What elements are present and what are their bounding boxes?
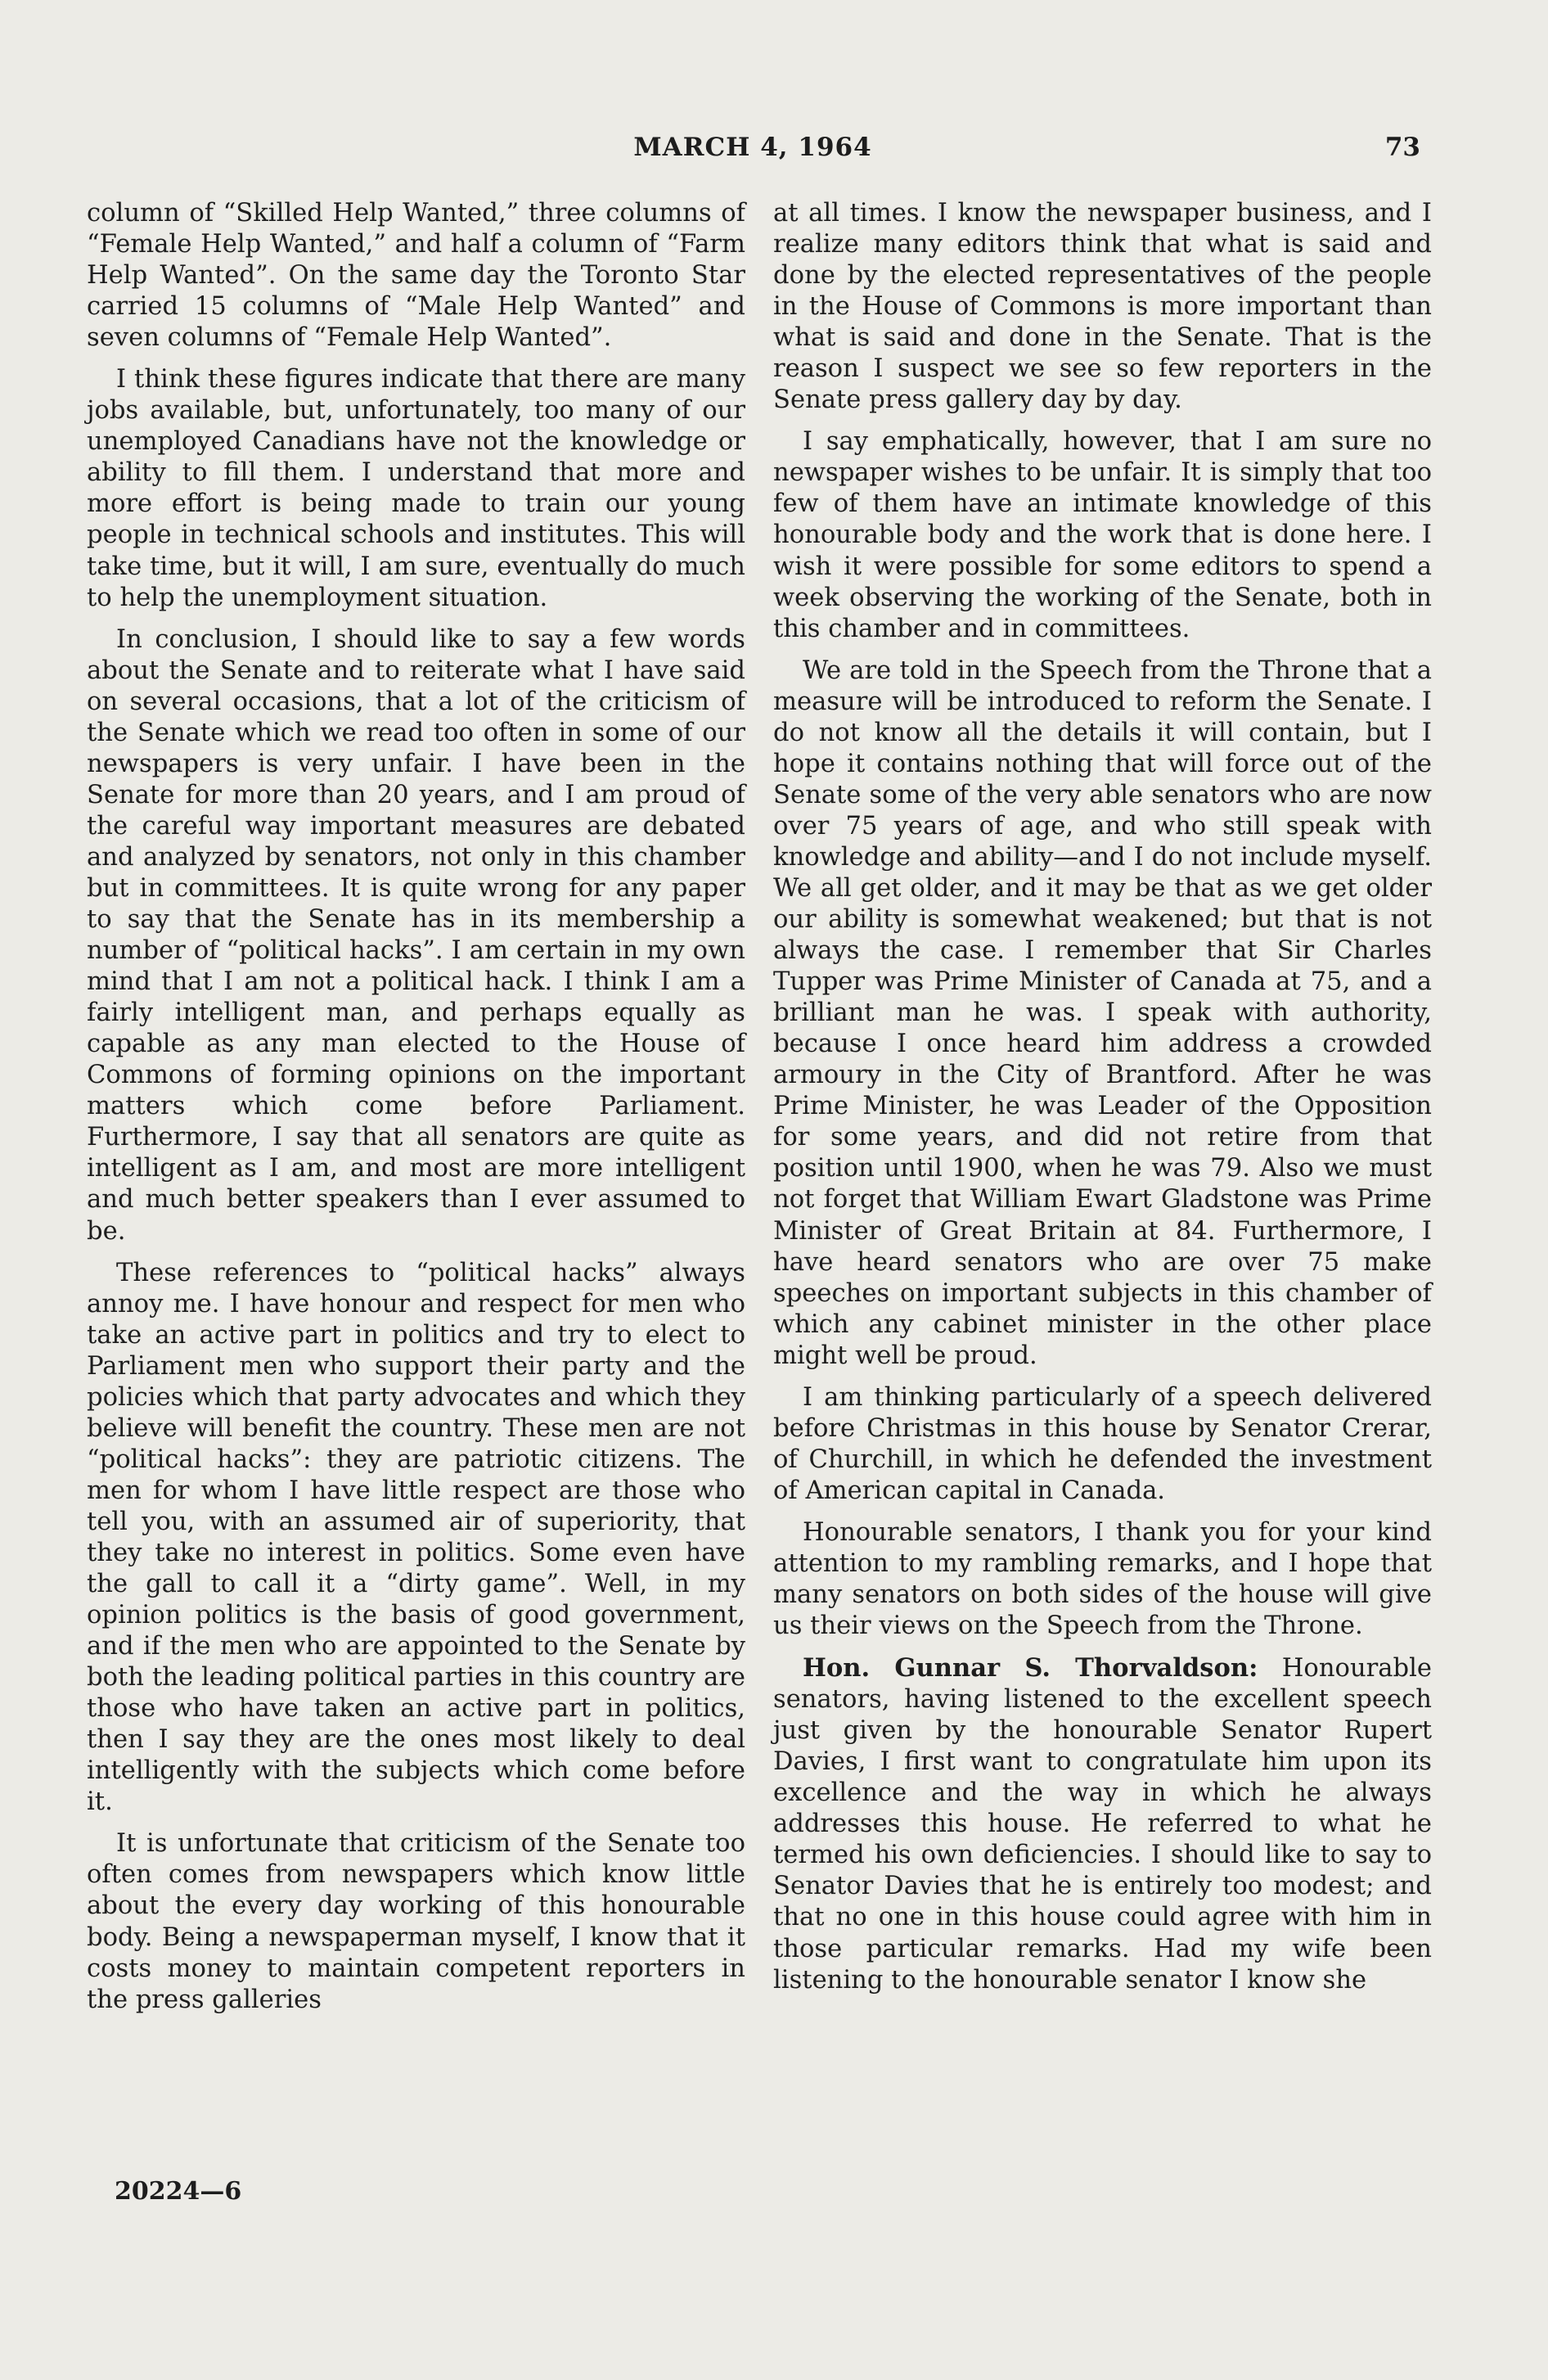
paragraph: It is unfortunate that criticism of the Senate too often comes from newspapers which know little about the every day working of this honourable body. Being a newspaperman myself, I know that it costs money to maintain competent reporters in the press galleries [87,1829,745,2014]
paragraph: at all times. I know the newspaper business, and I realize many editors think that what is said and done by the elected representatives of the people in the House of Commons is more important than what is said and done in the Senate. That is the reason I suspect we see so few reporters in the Senate press gallery day by day. [773,199,1432,415]
paragraph: These references to “political hacks” always annoy me. I have honour and respect for men who take an active part in politics and try to elect to Parliament men who support their party and the policies which that party advocates and which they believe will benefit the country. These men are not “political hacks”: they are patriotic citizens. The men for whom I have little respect are those who tell you, with an assumed air of superiority, that they take no interest in politics. Some even have the gall to call it a “dirty game”. Well, in my opinion politics is the basis of good government, and if the men who are appointed to the Senate by both the leading political parties in this country are those who have taken an active part in politics, then I say they are the ones most likely to deal intelligently with the subjects which come before it. [87,1258,745,1817]
header-date: MARCH 4, 1964 [633,133,872,162]
paragraph: Honourable senators, I thank you for your kind attention to my rambling remarks, and I hope that many senators on both sides of the house will give us their views on the Speech from the Throne. [773,1517,1432,1641]
paragraph: I think these figures indicate that there are many jobs available, but, unfortunately, too many of our unemployed Canadians have not the knowledge or ability to fill them. I understand that more and more effort is being made to train our young people in technical schools and institutes. This will take time, but it will, I am sure, eventually do much to help the unemployment situation. [87,365,745,612]
paragraph: In conclusion, I should like to say a few words about the Senate and to reiterate what I have said on several occasions, that a lot of the criticism of the Senate which we read too often in some of our newspapers is very unfair. I have been in the Senate for more than 20 years, and I am proud of the careful way important measures are debated and analyzed by senators, not only in this chamber but in committees. It is quite wrong for any paper to say that the Senate has in its membership a number of “political hacks”. I am certain in my own mind that I am not a political hack. I think I am a fairly intelligent man, and perhaps equally as capable as any man elected to the House of Commons of forming opinions on the important matters which come before Parliament. Furthermore, I say that all senators are quite as intelligent as I am, and most are more intelligent and much better speakers than I ever assumed to be. [87,624,745,1246]
speaker-name: Hon. Gunnar S. Thorvaldson: [803,1653,1258,1684]
paragraph: We are told in the Speech from the Throne that a measure will be introduced to reform the Senate. I do not know all the details it will contain, but I hope it contains nothing that will force out of the Senate some of the very able senators who are now over 75 years of age, and who still speak with knowledge and ability—and I do not include myself. We all get older, and it may be that as we get older our ability is somewhat weakened; but that is not always the case. I remember that Sir Charles Tupper was Prime Minister of Canada at 75, and a brilliant man he was. I speak with authority, because I once heard him address a crowded armoury in the City of Brantford. After he was Prime Minister, he was Leader of the Opposition for some years, and did not retire from that position until 1900, when he was 79. Also we must not forget that William Ewart Gladstone was Prime Minister of Great Britain at 84. Furthermore, I have heard senators who are over 75 make speeches on important subjects in this chamber of which any cabinet minister in the other place might well be proud. [773,656,1432,1370]
page-header [85,133,1420,172]
paragraph: I say emphatically, however, that I am sure no newspaper wishes to be unfair. It is simply that too few of them have an intimate knowledge of this honourable body and the work that is done here. I wish it were possible for some editors to spend a week observing the working of the Senate, both in this chamber and in committees. [773,427,1432,643]
printer-code: 20224—6 [115,2177,242,2206]
paragraph: column of “Skilled Help Wanted,” three columns of “Female Help Wanted,” and half a column of “Farm Help Wanted”. On the same day the Toronto Star carried 15 columns of “Male Help Wanted” and seven columns of “Female Help Wanted”. [87,199,745,353]
speech-text: Honourable senators, having listened to the excellent speech just given by the honourable Senator Rupert Davies, I first want to congratulate him upon its excellence and the way in which he always addresses this house. He referred to what he termed his own deficiencies. I should like to say to Senator Davies that he is entirely too modest; and that no one in this house could agree with him in those particular remarks. Had my wife been listening to the honourable senator I know she [773,1654,1432,1995]
right-column [773,198,1432,2007]
left-column [87,198,745,2026]
speech-paragraph [773,1652,1432,1996]
paragraph: I am thinking particularly of a speech delivered before Christmas in this house by Senator Crerar, of Churchill, in which he defended the investment of American capital in Canada. [773,1382,1432,1505]
page-number: 73 [1384,133,1420,162]
